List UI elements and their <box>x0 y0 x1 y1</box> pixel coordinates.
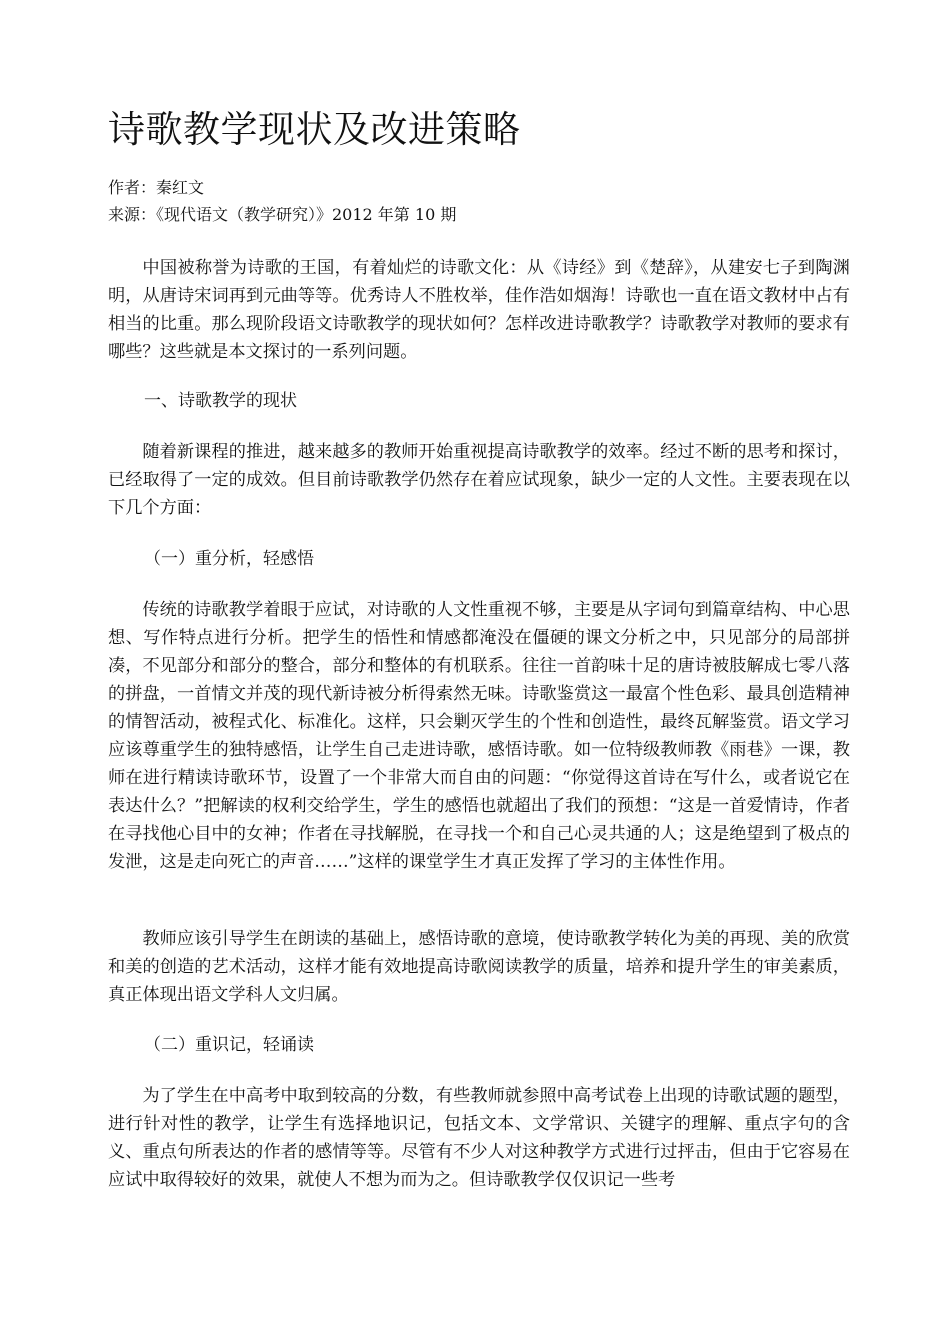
subsection-heading-1: （一）重分析，轻感悟 <box>144 549 314 569</box>
intro-paragraph: 中国被称誉为诗歌的王国，有着灿烂的诗歌文化：从《诗经》到《楚辞》，从建安七子到陶渊明，从唐诗宋词再到元曲等等。优秀诗人不胜枚举，佳作浩如烟海！诗歌也一直在语文教材中占有相当的比重。那么现阶段语文诗歌教学的现状如何？怎样改进诗歌教学？诗歌教学对教师的要求有哪些？这些就是本文探讨的一系列问题。 <box>108 258 850 362</box>
subsection1-paragraph-1: 传统的诗歌教学着眼于应试，对诗歌的人文性重视不够，主要是从字词句到篇章结构、中心思想、写作特点进行分析。把学生的悟性和情感都淹没在僵硬的课文分析之中，只见部分的局部拼凑，不见部分和部分的整合，部分和整体的有机联系。往往一首韵味十足的唐诗被肢解成七零八落的拼盘，一首情文并茂的现代新诗被分析得索然无味。诗歌鉴赏这一最富个性色彩、最具创造精神的情智活动，被程式化、标准化。这样，只会剿灭学生的个性和创造性，最终瓦解鉴赏。语文学习应该尊重学生的独特感悟，让学生自己走进诗歌，感悟诗歌。如一位特级教师教《雨巷》一课，教师在进行精读诗歌环节，设置了一个非常大而自由的问题：“你觉得这首诗在写什么，或者说它在表达什么？”把解读的权利交给学生，学生的感悟也就超出了我们的预想：“这是一首爱情诗，作者在寻找他心目中的女神；作者在寻找解脱，在寻找一个和自己心灵共通的人；这是绝望到了极点的发泄，这是走向死亡的声音……”这样的课堂学生才真正发挥了学习的主体性作用。 <box>108 600 850 872</box>
source-line: 来源：《现代语文（教学研究）》2012 年第 10 期 <box>108 205 457 224</box>
subsection1-paragraph-2: 教师应该引导学生在朗读的基础上，感悟诗歌的意境，使诗歌教学转化为美的再现、美的欣赏和美的创造的艺术活动，这样才能有效地提高诗歌阅读教学的质量，培养和提升学生的审美素质，真正体现出语文学科人文归属。 <box>108 929 850 1005</box>
subsection2-paragraph-1: 为了学生在中高考中取到较高的分数，有些教师就参照中高考试卷上出现的诗歌试题的题型，进行针对性的教学，让学生有选择地识记，包括文本、文学常识、关键字的理解、重点字句的含义、重点句所表达的作者的感情等等。尽管有不少人对这种教学方式进行过抨击，但由于它容易在应试中取得较好的效果，就使人不想为而为之。但诗歌教学仅仅识记一些考 <box>108 1086 850 1190</box>
section-heading-1: 一、诗歌教学的现状 <box>144 391 297 411</box>
author-line: 作者：秦红文 <box>108 178 205 197</box>
subsection-heading-2: （二）重识记，轻诵读 <box>144 1035 314 1055</box>
page-title: 诗歌教学现状及改进策略 <box>108 108 521 151</box>
section1-intro-paragraph: 随着新课程的推进，越来越多的教师开始重视提高诗歌教学的效率。经过不断的思考和探讨，已经取得了一定的成效。但目前诗歌教学仍然存在着应试现象，缺少一定的人文性。主要表现在以下几个方面： <box>108 442 850 518</box>
